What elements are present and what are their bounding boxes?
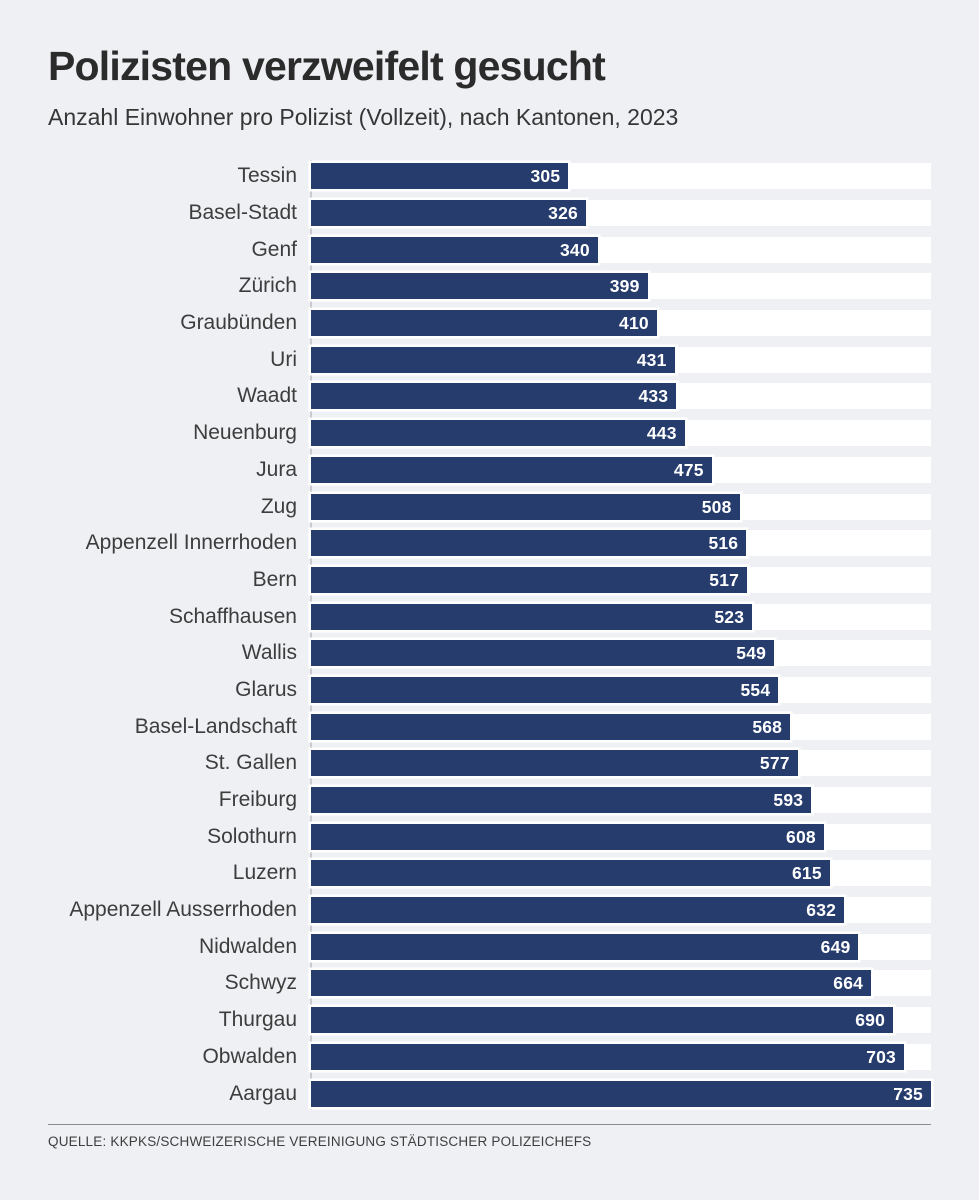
bar-value: 664 bbox=[833, 973, 864, 994]
bar-track bbox=[311, 420, 931, 446]
chart-row bbox=[48, 415, 931, 452]
bar-value: 326 bbox=[548, 203, 578, 224]
bar bbox=[311, 714, 790, 740]
bar-value: 549 bbox=[736, 643, 767, 664]
bar bbox=[311, 824, 824, 850]
category-label: St. Gallen bbox=[204, 751, 297, 775]
bar-value: 593 bbox=[773, 790, 804, 811]
bar-track bbox=[311, 604, 931, 630]
bar-value: 443 bbox=[646, 423, 677, 444]
chart-row bbox=[48, 378, 931, 415]
chart-row bbox=[48, 855, 931, 892]
bar-value: 305 bbox=[530, 166, 561, 187]
chart-row bbox=[48, 1002, 931, 1039]
chart-row bbox=[48, 1039, 931, 1076]
category-label: Freiburg bbox=[218, 788, 297, 812]
chart-row bbox=[48, 892, 931, 929]
bar-value: 703 bbox=[866, 1046, 896, 1067]
bar-value: 516 bbox=[708, 533, 739, 554]
chart-title: Polizisten verzweifelt gesucht bbox=[48, 43, 605, 89]
chart-row bbox=[48, 305, 931, 342]
category-label: Appenzell Innerrhoden bbox=[85, 531, 297, 555]
bar bbox=[311, 494, 740, 520]
bar bbox=[311, 1081, 931, 1107]
chart-row bbox=[48, 672, 931, 709]
bar-track bbox=[311, 457, 931, 483]
bar bbox=[311, 1007, 893, 1033]
bar bbox=[311, 970, 871, 996]
bar-value: 475 bbox=[673, 459, 704, 480]
chart-subtitle: Anzahl Einwohner pro Polizist (Vollzeit), nach Kantonen, 2023 bbox=[48, 104, 679, 130]
bar bbox=[311, 677, 778, 703]
bar-value: 554 bbox=[740, 679, 771, 700]
bar bbox=[311, 934, 858, 960]
bar-chart bbox=[48, 158, 931, 1112]
chart-row bbox=[48, 195, 931, 232]
category-label: Jura bbox=[256, 457, 297, 481]
chart-row bbox=[48, 525, 931, 562]
bar bbox=[311, 200, 586, 226]
bar bbox=[311, 163, 568, 189]
category-label: Uri bbox=[270, 347, 297, 371]
bar-track bbox=[311, 787, 931, 813]
category-label: Basel-Stadt bbox=[188, 201, 297, 225]
bar-value: 568 bbox=[752, 716, 783, 737]
bar-track bbox=[311, 714, 931, 740]
footer-divider bbox=[48, 1124, 931, 1125]
bar bbox=[311, 787, 811, 813]
bar-value: 615 bbox=[791, 863, 822, 884]
bar-track bbox=[311, 750, 931, 776]
bar-track bbox=[311, 347, 931, 373]
chart-row bbox=[48, 488, 931, 525]
chart-row bbox=[48, 818, 931, 855]
category-label: Schwyz bbox=[224, 971, 297, 995]
category-label: Glarus bbox=[235, 677, 297, 701]
category-label: Wallis bbox=[241, 641, 297, 665]
chart-row bbox=[48, 708, 931, 745]
source-note: QUELLE: KKPKS/SCHWEIZERISCHE VEREINIGUNG STÄDTISCHER POLIZEICHEFS bbox=[48, 1133, 592, 1149]
category-label: Zürich bbox=[238, 274, 297, 298]
chart-row bbox=[48, 231, 931, 268]
category-label: Thurgau bbox=[218, 1008, 297, 1032]
category-label: Aargau bbox=[229, 1081, 297, 1105]
bar bbox=[311, 383, 676, 409]
bar-value: 735 bbox=[893, 1083, 923, 1104]
category-label: Graubünden bbox=[180, 311, 297, 335]
category-label: Waadt bbox=[237, 384, 297, 408]
bar-track bbox=[311, 237, 931, 263]
chart-row bbox=[48, 268, 931, 305]
bar bbox=[311, 237, 598, 263]
bar-track bbox=[311, 383, 931, 409]
bar bbox=[311, 457, 712, 483]
chart-row bbox=[48, 1075, 931, 1112]
bar bbox=[311, 860, 830, 886]
category-label: Genf bbox=[251, 237, 297, 261]
chart-footer bbox=[48, 1124, 931, 1149]
chart-row bbox=[48, 928, 931, 965]
bar-track bbox=[311, 530, 931, 556]
category-label: Tessin bbox=[237, 164, 297, 188]
bar bbox=[311, 897, 844, 923]
category-label: Bern bbox=[252, 567, 297, 591]
bar-track bbox=[311, 1007, 931, 1033]
bar bbox=[311, 640, 774, 666]
chart-row bbox=[48, 452, 931, 489]
category-label: Nidwalden bbox=[198, 934, 297, 958]
bar-track bbox=[311, 860, 931, 886]
bar-track bbox=[311, 677, 931, 703]
bar-value: 608 bbox=[786, 826, 816, 847]
bar-value: 399 bbox=[609, 276, 640, 297]
chart-row bbox=[48, 562, 931, 599]
bar-value: 523 bbox=[714, 606, 745, 627]
bar-track bbox=[311, 934, 931, 960]
category-label: Zug bbox=[260, 494, 297, 518]
bar-track bbox=[311, 970, 931, 996]
bar-value: 649 bbox=[820, 936, 851, 957]
bar bbox=[311, 750, 798, 776]
bar bbox=[311, 310, 657, 336]
bar bbox=[311, 420, 685, 446]
bar-value: 410 bbox=[619, 313, 649, 334]
category-label: Schaffhausen bbox=[168, 604, 297, 628]
category-label: Luzern bbox=[232, 861, 297, 885]
bar bbox=[311, 347, 675, 373]
category-label: Basel-Landschaft bbox=[134, 714, 297, 738]
category-label: Appenzell Ausserrhoden bbox=[69, 898, 297, 922]
bar-value: 577 bbox=[759, 753, 790, 774]
bar-track bbox=[311, 824, 931, 850]
bar-track bbox=[311, 494, 931, 520]
bar-track bbox=[311, 567, 931, 593]
bar bbox=[311, 1044, 904, 1070]
bar-track bbox=[311, 1044, 931, 1070]
bar-value: 340 bbox=[559, 239, 590, 260]
bar-track bbox=[311, 273, 931, 299]
chart-row bbox=[48, 965, 931, 1002]
bar bbox=[311, 530, 746, 556]
chart-row bbox=[48, 158, 931, 195]
bar-track bbox=[311, 163, 931, 189]
chart-row bbox=[48, 635, 931, 672]
chart-row bbox=[48, 598, 931, 635]
bar-track bbox=[311, 200, 931, 226]
bar-value: 433 bbox=[638, 386, 669, 407]
bar-track bbox=[311, 310, 931, 336]
bar bbox=[311, 273, 648, 299]
category-label: Solothurn bbox=[207, 824, 297, 848]
bar-value: 508 bbox=[701, 496, 732, 517]
chart-row bbox=[48, 745, 931, 782]
chart-row bbox=[48, 782, 931, 819]
bar-value: 517 bbox=[709, 569, 740, 590]
bar-value: 690 bbox=[855, 1010, 886, 1031]
chart-row bbox=[48, 341, 931, 378]
category-label: Obwalden bbox=[202, 1044, 297, 1068]
category-label: Neuenburg bbox=[193, 421, 297, 445]
bar-track bbox=[311, 640, 931, 666]
bar-track bbox=[311, 897, 931, 923]
bar-value: 632 bbox=[806, 900, 837, 921]
bar bbox=[311, 604, 752, 630]
bar-track bbox=[311, 1081, 931, 1107]
bar-value: 431 bbox=[636, 349, 667, 370]
bar bbox=[311, 567, 747, 593]
